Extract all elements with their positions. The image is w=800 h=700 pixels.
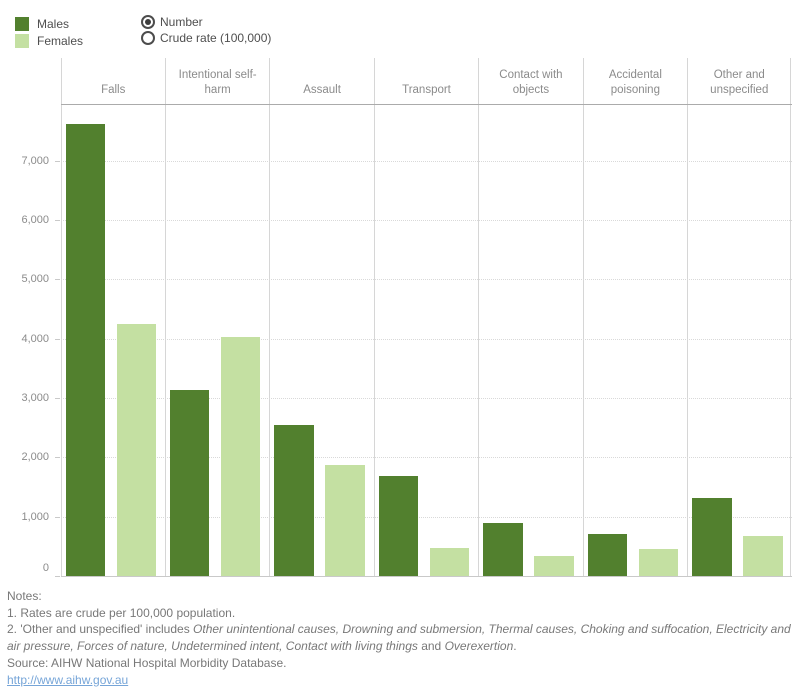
note-line (7, 621, 793, 654)
y-axis-tick-label: 3,000 (21, 391, 49, 404)
legend-label-females: Females (37, 33, 84, 48)
bar-males-transport[interactable] (379, 476, 419, 576)
y-axis-tick (55, 576, 60, 577)
header-separator-line (61, 104, 792, 105)
bar-females-other-and-unspecified[interactable] (743, 536, 783, 576)
bar-males-assault[interactable] (274, 425, 314, 576)
y-axis-tick (55, 517, 60, 518)
y-axis-tick (55, 161, 60, 162)
bar-females-accidental-poisoning[interactable] (639, 549, 679, 576)
y-axis-tick-label: 0 (42, 562, 49, 574)
column-contact-with-objects (478, 58, 582, 576)
notes (7, 588, 793, 688)
y-axis-tick-label: 2,000 (21, 451, 49, 464)
column-accidental-poisoning (583, 58, 687, 576)
category-header-other-and-unspecified: Other and unspecified (710, 69, 769, 96)
x-axis-line (61, 576, 792, 577)
bar-females-assault[interactable] (325, 465, 365, 576)
y-axis-tick-label: 1,000 (21, 510, 49, 523)
bar-females-transport[interactable] (430, 548, 470, 576)
category-header-falls: Falls (101, 84, 126, 96)
notes-body (7, 605, 793, 672)
bar-females-contact-with-objects[interactable] (534, 556, 574, 576)
y-axis-tick-label: 7,000 (21, 154, 49, 167)
note-text: 1. Rates are crude per 100,000 population. (7, 605, 236, 620)
note-text: and (417, 639, 445, 654)
note-text: 2. 'Other and unspecified' includes (7, 622, 194, 637)
category-header-contact-with-objects: Contact with objects (499, 69, 563, 96)
y-axis-tick (55, 457, 60, 458)
category-header-assault: Assault (303, 84, 341, 96)
y-axis-tick (55, 279, 60, 280)
y-axis-tick-label: 5,000 (21, 273, 49, 286)
note-line (7, 655, 793, 672)
bar-females-falls[interactable] (117, 324, 157, 576)
y-axis-tick (55, 339, 60, 340)
gridline (61, 161, 792, 162)
category-header-intentional-self-harm: Intentional self-harm (178, 69, 257, 96)
notes-heading: Notes: (7, 589, 42, 603)
source-link[interactable]: http://www.aihw.gov.au (7, 672, 129, 687)
legend-label-males: Males (37, 16, 70, 31)
radio-label-number: Number (160, 15, 203, 29)
bar-males-other-and-unspecified[interactable] (692, 498, 732, 576)
note-text-italic: Other unintentional causes, Drowning and submersion, Thermal causes, Choking and suffocation, Electricity and air pressure, Forces of nature, Undetermined intent, Contact with living things (7, 622, 791, 654)
gridline (61, 220, 792, 221)
note-text-italic: Overexertion (444, 639, 514, 654)
note-text: . (513, 639, 517, 654)
category-header-transport: Transport (402, 84, 451, 96)
note-line (7, 605, 793, 622)
category-header-accidental-poisoning: Accidental poisoning (608, 69, 662, 96)
gridline (61, 339, 792, 340)
y-axis-tick (55, 220, 60, 221)
y-axis-tick (55, 398, 60, 399)
y-axis-tick-label: 6,000 (21, 213, 49, 226)
bar-males-intentional-self-harm[interactable] (170, 390, 210, 576)
y-axis-tick-label: 4,000 (21, 332, 49, 345)
note-text: Source: AIHW National Hospital Morbidity Database. (7, 655, 287, 670)
gridline (61, 279, 792, 280)
bar-males-falls[interactable] (66, 124, 106, 576)
bar-females-intentional-self-harm[interactable] (221, 337, 261, 576)
radio-label-crude-rate: Crude rate (100,000) (160, 31, 272, 45)
bar-males-accidental-poisoning[interactable] (588, 534, 628, 576)
bar-males-contact-with-objects[interactable] (483, 523, 523, 576)
